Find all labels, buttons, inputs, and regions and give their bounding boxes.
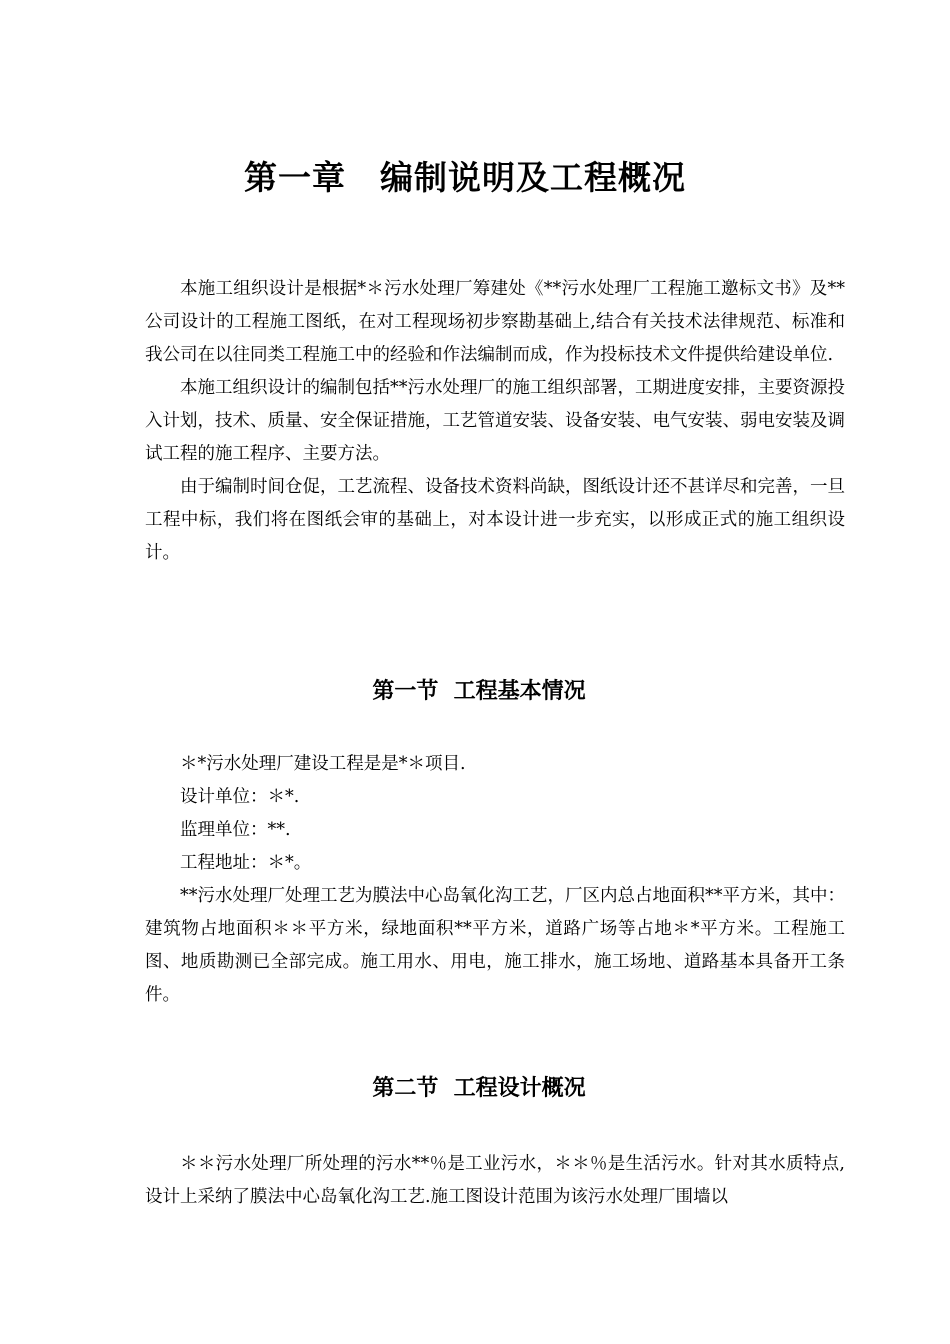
paragraph: 本施工组织设计的编制包括**污水处理厂的施工组织部署，工期进度安排，主要资源投入计划，技术、质量、安全保证措施，工艺管道安装、设备安装、电气安装、弱电安装及调试工程的施工程序、主要方法。 xyxy=(145,378,845,464)
section-1-body xyxy=(145,748,845,1012)
paragraph: ＊*污水处理厂建设工程是是*＊项目. xyxy=(180,754,466,774)
paragraph: 设计单位：＊*. xyxy=(180,787,300,807)
paragraph: **污水处理厂处理工艺为膜法中心岛氧化沟工艺，厂区内总占地面积**平方米，其中：建筑物占地面积＊＊平方米，绿地面积**平方米，道路广场等占地＊*平方米。工程施工图、地质勘测已全部完成。施工用水、用电，施工排水，施工场地、道路基本具备开工条件。 xyxy=(145,886,845,1005)
paragraph: 本施工组织设计是根据*＊污水处理厂筹建处《**污水处理厂工程施工邀标文书》及**公司设计的工程施工图纸，在对工程现场初步察勘基础上,结合有关技术法律规范、标准和我公司在以往同类工程施工中的经验和作法编制而成，作为投标技术文件提供给建设单位. xyxy=(145,279,845,365)
intro-section xyxy=(145,273,845,570)
paragraph: ＊＊污水处理厂所处理的污水**％是工业污水，＊＊％是生活污水。针对其水质特点,设计上采纳了膜法中心岛氧化沟工艺.施工图设计范围为该污水处理厂围墙以 xyxy=(145,1154,845,1207)
section-title: 第一节 工程基本情况 xyxy=(372,679,586,704)
section-2-body xyxy=(145,1148,845,1214)
paragraph: 由于编制时间仓促，工艺流程、设备技术资料尚缺，图纸设计还不甚详尽和完善，一旦工程中标，我们将在图纸会审的基础上，对本设计进一步充实，以形成正式的施工组织设计。 xyxy=(145,477,845,563)
chapter-title: 第一章 编制说明及工程概况 xyxy=(244,158,686,197)
paragraph: 监理单位：**. xyxy=(180,820,291,840)
section-title: 第二节 工程设计概况 xyxy=(372,1076,586,1101)
paragraph: 工程地址：＊*。 xyxy=(180,853,312,873)
